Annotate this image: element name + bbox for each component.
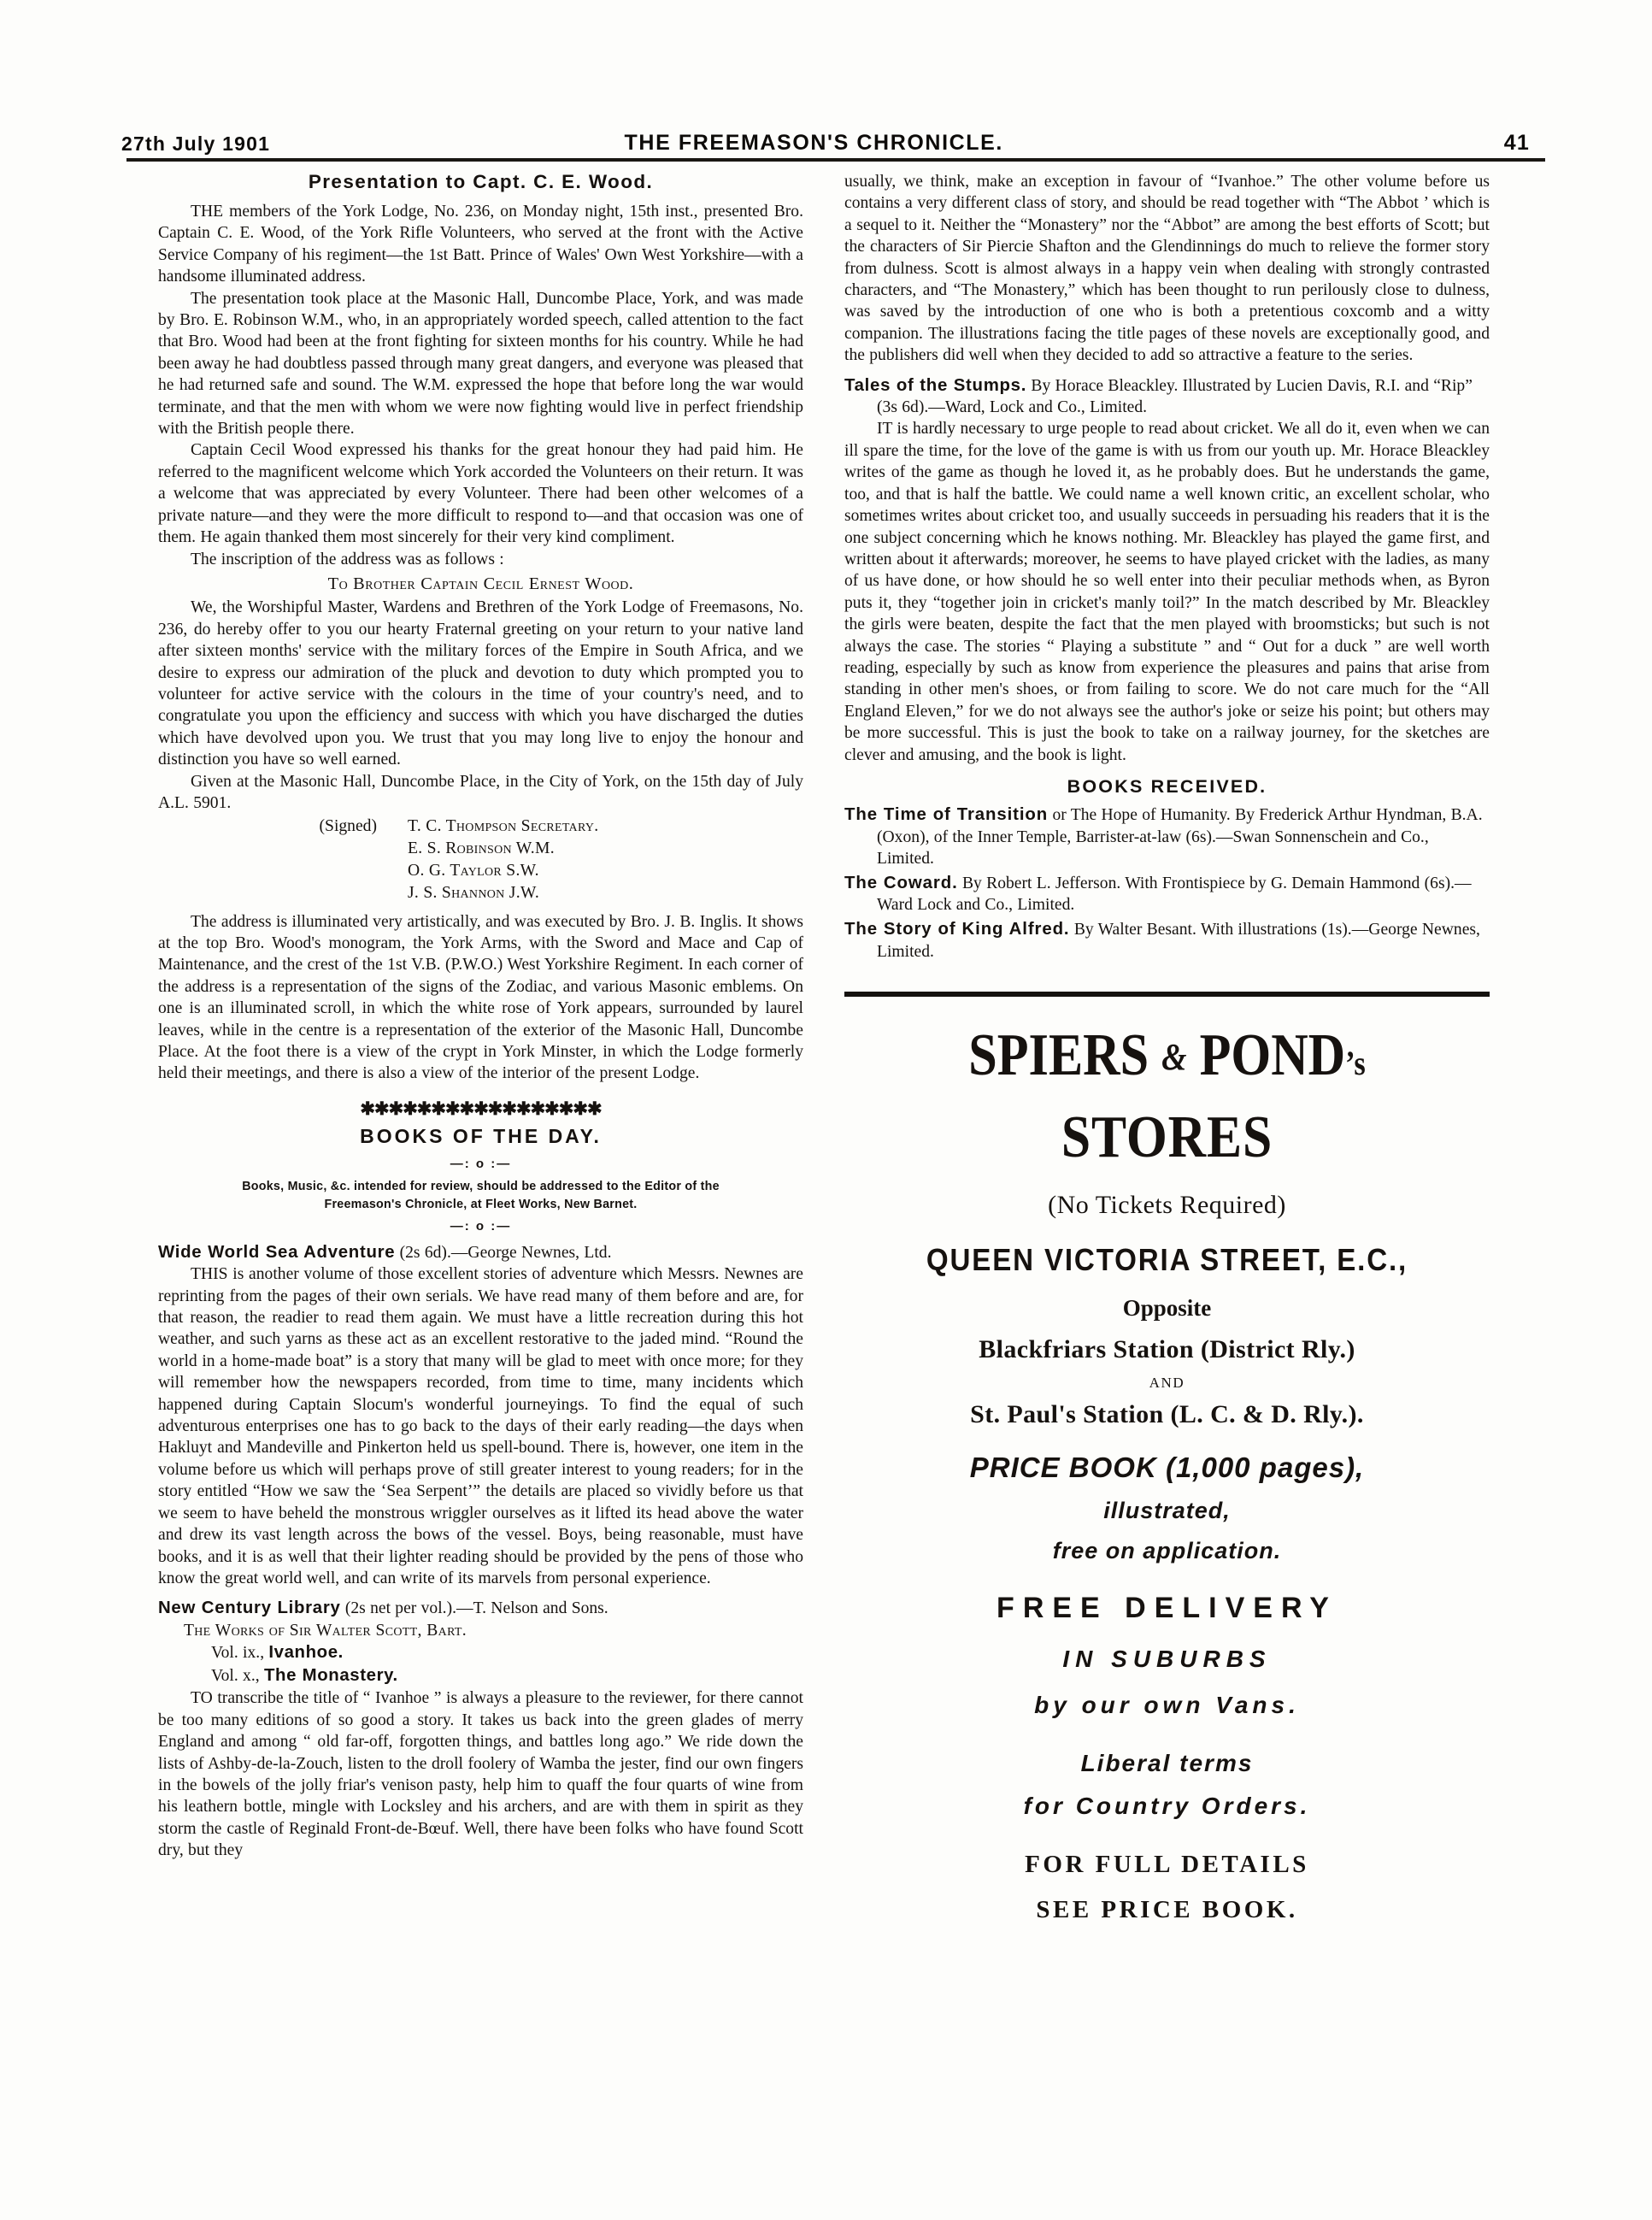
received-book-detail: By Walter Besant. With illustrations (1s).—George Newnes, Limited. [877, 920, 1480, 961]
signature-row [158, 816, 803, 838]
review-book-title: Wide World Sea Adventure [158, 1242, 396, 1262]
ad-country-orders-line: for Country Orders. [1023, 1793, 1311, 1820]
volume-line [211, 1641, 803, 1664]
page-number: 41 [1503, 131, 1530, 155]
review-imprint: By Horace Bleackley. Illustrated by Lucien Davis, R.I. and “Rip” (3s 6d).—Ward, Lock and Co., Limited. [877, 376, 1473, 417]
signature-block [158, 816, 803, 904]
ad-price-book-line: PRICE BOOK (1,000 pages), [969, 1452, 1365, 1484]
signatory: T. C. Thompson Secretary. [408, 817, 599, 836]
volume-label: Vol. ix., [211, 1644, 269, 1663]
received-book-title: The Story of King Alfred. [844, 919, 1070, 939]
books-received-item [844, 919, 1490, 963]
continued-paragraph: usually, we think, make an exception in favour of “Ivanhoe.” The other volume before us contains a very different class of story, and should be read together with “The Abbot ’ which is a sequel to it. Neither the “Monastery” nor the “Abbot” are among the best efforts of Scott; but the characters of Sir Piercie Shafton and the Glendinnings do much to relieve the former story from dulness. Scott is almost always in a happy vein when dealing with strongly contrasted characters, and “The Monastery,” which has been thought to run perilously close to dulness, was saved by the introduction of one who is both a pretentious coxcomb and a witty companion. The illustrations facing the title pages of these novels are exceptionally good, and the publishers did well when they decided to add so attractive a feature to the series. [844, 173, 1490, 365]
received-book-detail: By Robert L. Jefferson. With Frontispiece by G. Demain Hammond (6s).—Ward Lock and Co., Limited. [877, 874, 1472, 915]
ampersand-icon: & [1161, 1036, 1187, 1079]
article-paragraph: The inscription of the address was as follows : [191, 550, 504, 568]
review-body: TO transcribe the title of “ Ivanhoe ” is always a pleasure to the reviewer, for there cannot be too many editions of so good a story. It takes us back into the green glades of merry England and among “ old far-off, forgotten things, and battles long ago.” We ride down the lists of Ashby-de-la-Zouch, listen to the droll foolery of Wamba the jester, find our own fingers in the bowels of the jolly friar's venison pasty, help him to quaff the four quarts of wine from his leathern bottle, mingle with Locksley and his archers, and are with them in spirit as they storm the castle of Reginald Front-de-Bœuf. Well, there have been folks who have found Scott dry, but they [158, 1689, 803, 1860]
works-line: The Works of Sir Walter Scott, Bart. [184, 1621, 467, 1640]
volume-line [211, 1664, 803, 1687]
column-divider [822, 176, 824, 1099]
received-book-detail: or The Hope of Humanity. By Frederick Arthur Hyndman, B.A. (Oxon), of the Inner Temple, Barrister-at-law (6s).—Swan Sonnenschein and Co., Limited. [877, 805, 1483, 869]
rule-ornament: —: o :— [450, 1156, 512, 1171]
issue-date: 27th July 1901 [121, 132, 271, 155]
publication-title: THE FREEMASON'S CHRONICLE. [624, 131, 1003, 155]
ad-brand-pond: POND [1199, 1022, 1346, 1089]
ad-free-delivery-line: FREE DELIVERY [996, 1592, 1337, 1625]
ad-brand-possessive: ’ [1345, 1044, 1355, 1083]
editor-note-line-1: Books, Music, &c. intended for review, should be addressed to the Editor of the [242, 1179, 720, 1193]
article-paragraph: THE members of the York Lodge, No. 236, on Monday night, 15th inst., presented Bro. Captain C. E. Wood, of the York Rifle Volunteers, who served at the front with the Active Service Company of his regiment—the 1st Batt. Prince of Wales' Own West Yorkshire—with a handsome illuminated address. [158, 203, 803, 286]
review-title-line [158, 1242, 803, 1263]
running-head [103, 111, 1555, 156]
masthead-rule [126, 158, 1545, 162]
review-title-line [844, 375, 1490, 419]
article-paragraph: The presentation took place at the Masonic Hall, Duncombe Place, York, and was made by Bro. E. Robinson W.M., who, in an appropriately worded speech, called attention to the fact that Bro. Wood had been at the front fighting for sixteen months for his country. While he had been away he had doubtless passed through many great dangers, and everyone was pleased that he had returned safe and sound. The W.M. expressed the hope that before long the war would terminate, and that the men with whom we were now fighting would live in perfect friendship with the British people there. [158, 289, 803, 439]
ad-full-details-line: FOR FULL DETAILS [1025, 1851, 1309, 1879]
volume-label: Vol. x., [211, 1667, 264, 1686]
ad-free-on-application-line: free on application. [1052, 1538, 1282, 1564]
review-body: THIS is another volume of those excellent stories of adventure which Messrs. Newnes are reprinting from the pages of their own serials. We have read many of them before and are, for that reason, the readier to read them again. We must have a little recreation during this hot weather, and such yarns as these act as an excellent restorative to the jaded mind. “Round the world in a home-made boat” is a story that many will be glad to meet with once more; for they will remember how the newspapers recorded, from time to time, many incidents which happened during Captain Slocum's wonderful journeyings. To find the equal of such adventurous enterprises one has to go back to the days of their early reading—the days when Hakluyt and Mandeville and Pinkerton held us spell-bound. There is, however, one item in the volume before us which will perhaps prove of still greater interest to young readers; for in the story entitled “How we saw the ‘Sea Serpent’” the details are placed so vividly before us that we seem to have beheld the monstrous wriggler ourselves as it lifted its head above the water and drew its vast length across the bows of the vessel. Boys, being reasonable, must have books, and it is as well that their lighter reading should be provided by the pens of those who know the great world well, and can write of its marvels from personal experience. [158, 1265, 803, 1587]
review-body: IT is hardly necessary to urge people to read about cricket. We all do it, even when we can ill spare the time, for the love of the game is with us from our youth up. Mr. Horace Bleackley writes of the game as though he loved it, as he probably does. But he understands the game, too, and that is half the battle. We could name a well known critic, an excellent scholar, who sometimes writes about cricket too, and usually succeeds in persuading his readers that it is the one subject concerning which he knows nothing. Mr. Bleackley has played the game first, and written about it afterwards; moreover, he seems to have played cricket with the ladies, as many of us have done, or how should he so well enter into their peculiar methods when, as Byron puts it, they “together join in cricket's manly toil?” In the match described by Mr. Bleackley the girls were beaten, despite the fact that the men played with broomsticks; but such is not always the case. The stories “ Playing a substitute ” and “ Out for a duck ” are well worth reading, especially by such as know from experience the pleasures and pains that arise from standing in other men's shoes, or from failing to score. We do not care much for the “All England Eleven,” for we do not always see the author's joke or seize his point; but others may be more successful. This is just the book to take on a railway journey, for the sketches are clever and amusing, and the book is light. [844, 420, 1490, 764]
signatory: O. G. Taylor S.W. [408, 861, 539, 880]
rule-ornament: —: o :— [450, 1218, 512, 1234]
ad-opposite-label: Opposite [1122, 1295, 1212, 1322]
review-imprint: (2s 6d).—George Newnes, Ltd. [395, 1243, 612, 1262]
signature-row [158, 838, 803, 860]
ad-stores-word: STORES [1061, 1104, 1273, 1171]
address-paragraph: We, the Worshipful Master, Wardens and Brethren of the York Lodge of Freemasons, No. 236, do hereby offer to you our hearty Fraternal greeting on your return to your native land after sixteen months' service with the military forces of the Empire in South Africa, and we desire to express our admiration of the pluck and devotion to duty which prompted you to volunteer for active service with the colours in the time of your country's need, and to congratulate you upon the efficiency and success with which you have discharged the duties which have devolved upon you. We trust that you may long live to enjoy the honour and distinction you have so well earned. [158, 598, 803, 769]
two-column-layout [111, 171, 1547, 2205]
signed-label: (Signed) [319, 817, 377, 836]
books-received-heading: BOOKS RECEIVED. [1067, 775, 1267, 797]
ad-liberal-terms-line: Liberal terms [1080, 1750, 1254, 1777]
ad-illustrated-line: illustrated, [1103, 1498, 1231, 1524]
article-heading: Presentation to Capt. C. E. Wood. [308, 171, 654, 192]
address-paragraph: Given at the Masonic Hall, Duncombe Place, in the City of York, on the 15th day of July A.L. 5901. [158, 772, 803, 812]
signed-spacer [158, 882, 408, 904]
ad-in-suburbs-line: IN SUBURBS [1062, 1646, 1272, 1673]
books-received-item [844, 804, 1490, 870]
spiers-and-pond-advertisement[interactable] [844, 997, 1490, 1924]
signature-row [158, 860, 803, 882]
article-paragraph: Captain Cecil Wood expressed his thanks for the great honour they had paid him. He referred to the magnificent welcome which York accorded the Volunteers on their return. It was a welcome that was appreciated by every Volunteer. There had been other welcomes of a private nature—and they were the more difficult to respond to—and that occasion was one of them. He again thanked them most sincerely for their very kind compliment. [158, 441, 803, 547]
ad-station-st-pauls: St. Paul's Station (L. C. & D. Rly.). [970, 1400, 1364, 1429]
ad-no-tickets-note: (No Tickets Required) [1048, 1191, 1286, 1220]
ad-see-price-book-line: SEE PRICE BOOK. [1036, 1896, 1298, 1924]
received-book-title: The Coward. [844, 873, 958, 892]
signatory: E. S. Robinson W.M. [408, 839, 555, 858]
volume-name: The Monastery. [263, 1666, 398, 1686]
ad-station-blackfriars: Blackfriars Station (District Rly.) [979, 1335, 1355, 1364]
star-divider-ornament: ✱✱✱✱✱✱✱✱✱✱✱✱✱✱✱✱✱ [360, 1098, 602, 1119]
received-book-title: The Time of Transition [844, 804, 1049, 824]
ad-brand-line [890, 1022, 1444, 1097]
review-imprint: (2s net per vol.).—T. Nelson and Sons. [340, 1599, 608, 1618]
review-title-line [158, 1598, 803, 1619]
ad-and-connector: AND [1149, 1375, 1185, 1392]
editor-submission-note [158, 1178, 803, 1214]
signed-spacer [158, 860, 408, 882]
article-closing-paragraph: The address is illuminated very artistically, and was executed by Bro. J. B. Inglis. It shows at the top Bro. Wood's monogram, the York Arms, with the Sword and Mace and Cap of Maintenance, and the crest of the 1st V.B. (P.W.O.) West Yorkshire Regiment. In each corner of the address is a representation of the signs of the Zodiac, and various Masonic emblems. On one is an illuminated scroll, in which the white rose of York appears, surrounded by laurel leaves, while in the centre is a representation of the exterior of the Masonic Hall, Duncombe Place. At the foot there is a view of the crypt in York Minster, in which the Lodge formerly held their meetings, and there is also a view of the interior of the present Lodge. [158, 912, 803, 1083]
ad-brand-s: s [1354, 1044, 1366, 1083]
volume-name: Ivanhoe. [268, 1643, 344, 1663]
ad-own-vans-line: by our own Vans. [1034, 1692, 1300, 1719]
address-salutation: To Brother Captain Cecil Ernest Wood. [327, 574, 634, 593]
ad-street-address: QUEEN VICTORIA STREET, E.C., [926, 1242, 1408, 1278]
ad-brand-spiers: SPIERS [968, 1022, 1149, 1089]
signature-row [158, 882, 803, 904]
books-received-item [844, 873, 1490, 916]
right-column [844, 171, 1490, 1924]
books-of-the-day-heading: BOOKS OF THE DAY. [360, 1124, 602, 1147]
signatory: J. S. Shannon J.W. [408, 883, 540, 902]
signed-spacer [158, 838, 408, 860]
left-column [158, 171, 803, 1862]
editor-note-line-2: Freemason's Chronicle, at Fleet Works, New Barnet. [324, 1197, 638, 1211]
review-book-title: New Century Library [158, 1599, 341, 1618]
review-book-title: Tales of the Stumps. [844, 375, 1027, 395]
